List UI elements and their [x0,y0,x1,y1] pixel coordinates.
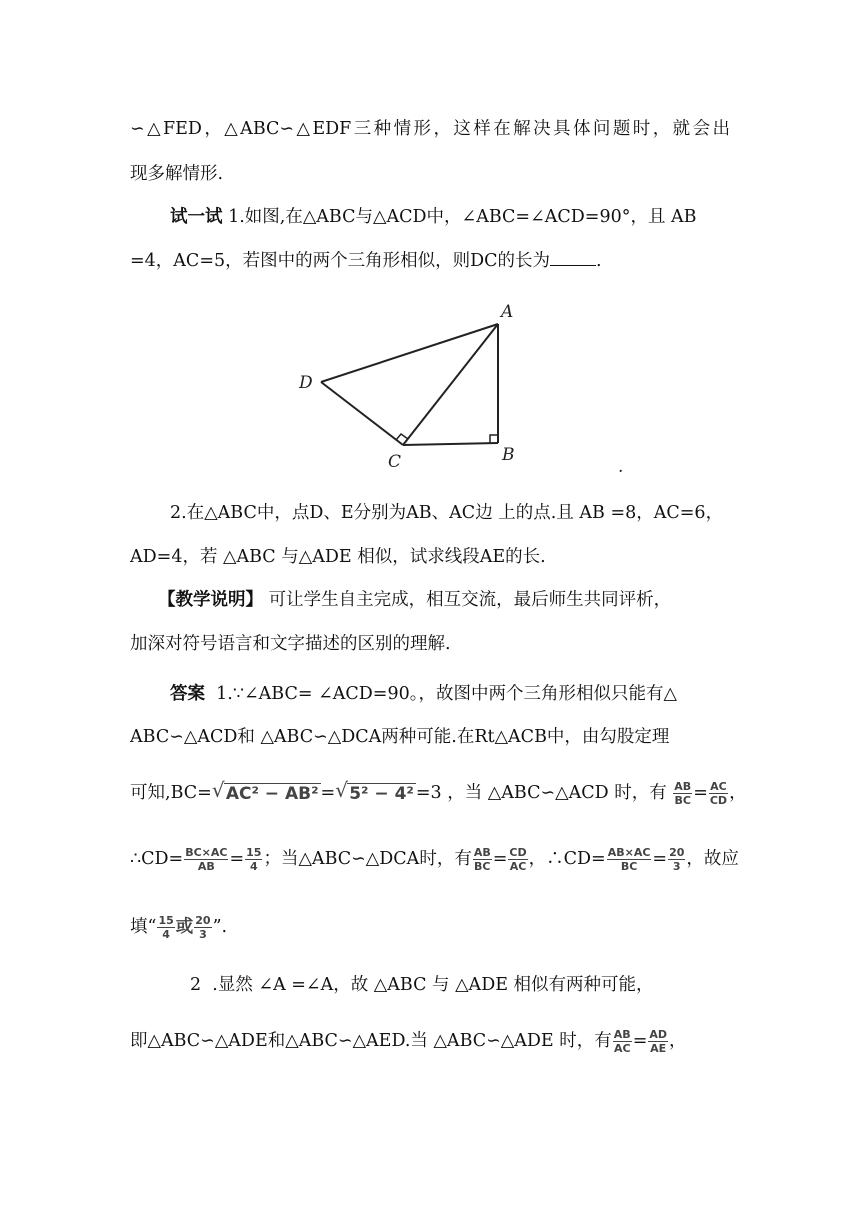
answer-text5a: 填“ [130,917,157,937]
answer2-line1 [190,968,730,1002]
answer-text3a: 可知,BC= [130,783,212,803]
answer-text4d: ，故应 [686,849,739,869]
answer2-text2a: 即△ABC∽△ADE和△ABC∽△AED.当 △ABC∽△ADE 时，有 [130,1031,612,1051]
note-label: 【教学说明】 [158,590,263,610]
fraction-ad-ae: $\frac{AD}{AE}$ [649,1028,668,1055]
triangle-figure [290,296,640,481]
right-angle-mark-c [396,434,408,440]
frac-equals-1: = [693,783,708,803]
fraction-20-3: $\frac{20}{3}$ [669,846,685,873]
answer2-text1: .显然 ∠A =∠A，故 △ABC 与 △ADE 相似有两种可能， [212,975,654,995]
answer-label: 答案 [170,684,205,704]
try-text1: 1.如图,在△ABC与△ACD中，∠ABC=∠ACD=90°，且 AB [228,207,697,227]
fraction-15-4-fill: $\frac{15}{4}$ [158,914,174,941]
label-b: B [502,445,515,465]
answer2-line2 [130,1024,730,1058]
frac-equals-3: = [229,849,245,869]
answer-text1: 1.∵∠ABC= ∠ACD=90。，故图中两个三角形相似只能有△ [216,684,677,704]
right-angle-mark-b [490,435,498,443]
fraction-15-4: $\frac{15}{4}$ [246,846,262,873]
try-label: 试一试 [170,207,223,227]
fraction-20-3-fill: $\frac{20}{3}$ [195,914,211,941]
segment-dc [321,382,403,445]
answer-line3 [130,776,747,811]
try-line2 [130,244,730,278]
frac-equals-5: = [492,849,508,869]
fraction-abxac-bc: $\frac{AB\times AC}{BC}$ [607,846,651,873]
sqrt-5-4: √ 5² − 4² [335,777,414,804]
answer-text3-end: ， [729,783,747,803]
answer-line5 [130,910,730,944]
or-word: 或 [175,917,194,937]
figure-dot: . [618,457,624,477]
fraction-cd-ac: $\frac{CD}{AC}$ [509,846,527,873]
try-text2: =4，AC=5，若图中的两个三角形相似，则DC的长为 [130,251,551,271]
answer-line1 [170,677,730,711]
fraction-bcxac-ab: $\frac{BC\times AC}{AB}$ [185,846,228,873]
note-line1 [158,583,730,617]
try-line1 [170,200,730,234]
para1-line1: ∽△FED，△ABC∽△EDF三种情形，这样在解决具体问题时，就会出 [130,119,730,139]
answer2-num: 2 [190,975,202,995]
q2-line1: 2.在△ABC中，点D、E分别为AB、AC边 上的点.且 AB =8，AC=6， [170,503,724,523]
para1-line2: 现多解情形. [130,164,224,184]
answer-blank[interactable] [550,249,596,266]
sqrt-ac-ab-body: AC² − AB² [225,783,319,804]
answer-text5b: ”. [212,917,228,937]
label-a: A [501,302,514,322]
segment-da [321,324,498,382]
answer-text4b: ；当△ABC∽△DCA时，有 [263,849,472,869]
segment-ca [403,324,498,445]
label-c: C [388,452,402,472]
q2-line2: AD=4，若 △ABC 与△ADE 相似，试求线段AE的长. [130,547,546,567]
label-d: D [299,373,313,393]
sqrt-ac-ab: √ AC² − AB² [211,777,319,804]
fraction-ab-bc: $\frac{AB}{BC}$ [674,780,692,807]
answer-text4a: ∴CD= [130,849,184,869]
sqrt-5-4-body: 5² − 4² [349,783,414,804]
fraction-ac-cd: $\frac{AC}{CD}$ [709,780,728,807]
answer-text4c: ，∴CD= [528,849,606,869]
note-text1: 可让学生自主完成，相互交流，最后师生共同评析， [268,590,672,610]
equals-1: = [320,783,336,803]
fraction-ab-bc-2: $\frac{AB}{BC}$ [473,846,491,873]
fraction-ab-ac: $\frac{AB}{AC}$ [613,1028,631,1055]
answer2-text2-end: ， [669,1031,687,1051]
note-line2: 加深对符号语言和文字描述的区别的理解. [130,634,451,654]
try-text2-end: . [596,251,602,271]
answer-line2: ABC∽△ACD和 △ABC∽△DCA两种可能.在Rt△ACB中，由勾股定理 [130,727,670,747]
segment-cb [403,443,498,445]
answer-line4 [130,842,739,876]
answer-text3b: =3 ，当 △ABC∽△ACD 时，有 [415,783,667,803]
frac-equals-7: = [652,849,668,869]
frac-equals-a2: = [632,1031,648,1051]
